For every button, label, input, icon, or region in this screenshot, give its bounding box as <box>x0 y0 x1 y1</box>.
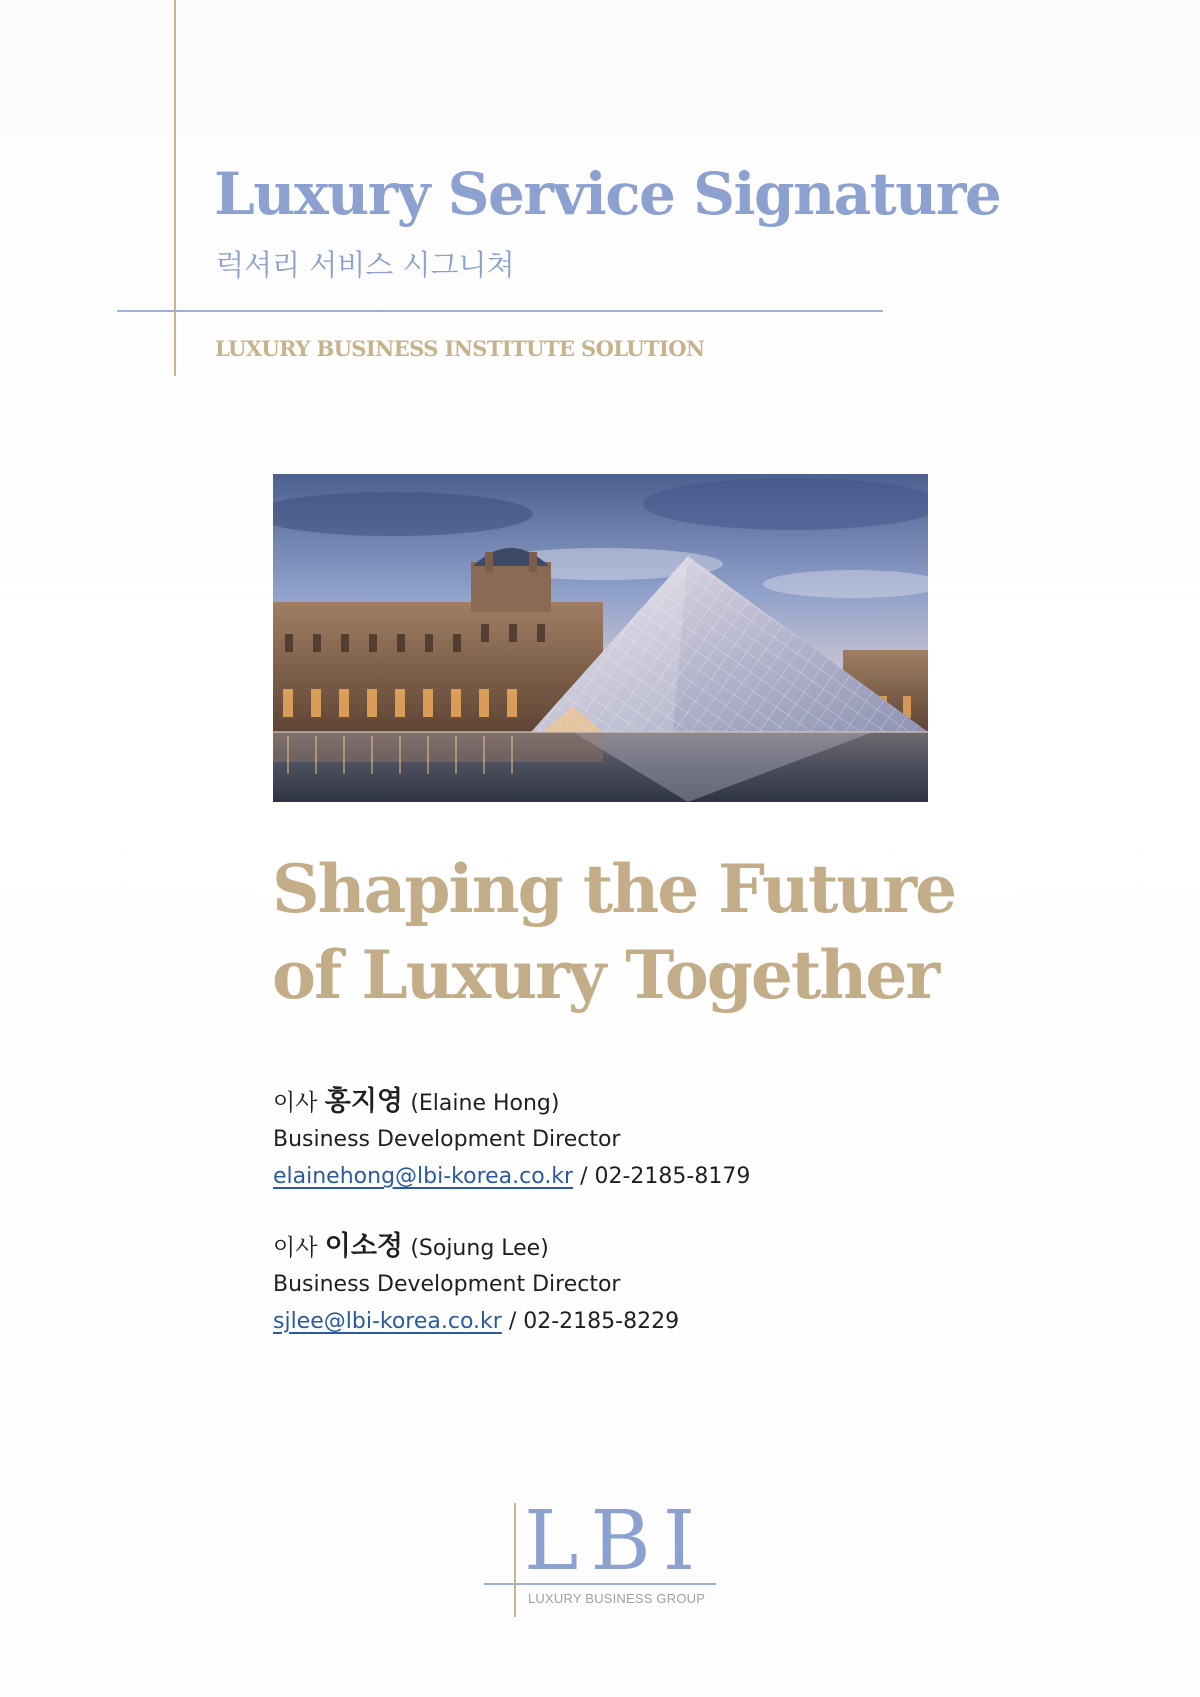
contact-role: Business Development Director <box>273 1127 621 1152</box>
contact-name-korean: 이소정 <box>324 1231 403 1262</box>
contact-role: Business Development Director <box>273 1272 621 1297</box>
document-subtitle-korean: 럭셔리 서비스 시그니쳐 <box>216 248 515 282</box>
contact-reach-line <box>273 1158 750 1196</box>
contact-email-link[interactable]: elainehong@lbi-korea.co.kr <box>273 1164 574 1189</box>
header-horizontal-rule <box>117 310 883 312</box>
contact-card-elaine-hong <box>273 1084 750 1196</box>
logo-wordmark: LBI <box>524 1494 708 1589</box>
contact-name-english: (Elaine Hong) <box>410 1091 560 1116</box>
contact-name-korean: 홍지영 <box>324 1086 403 1117</box>
contact-title-korean: 이사 <box>273 1235 318 1261</box>
contact-reach-line <box>273 1303 679 1341</box>
contact-card-sojung-lee <box>273 1229 679 1341</box>
contact-name-english: (Sojung Lee) <box>410 1236 549 1261</box>
contact-separator: / <box>501 1309 524 1334</box>
contact-name-line <box>273 1229 679 1267</box>
contact-title-korean: 이사 <box>273 1090 318 1116</box>
document-title: Luxury Service Signature <box>214 160 1001 228</box>
contact-email-link[interactable]: sjlee@lbi-korea.co.kr <box>273 1309 502 1334</box>
louvre-pyramid-photo <box>273 474 928 802</box>
headline-line-1: Shaping the Future <box>272 850 956 928</box>
contact-separator: / <box>573 1164 595 1189</box>
contact-phone: 02-2185-8229 <box>523 1309 680 1334</box>
institute-solution-label: LUXURY BUSINESS INSTITUTE SOLUTION <box>215 336 705 361</box>
logo-vertical-rule <box>514 1503 516 1617</box>
contact-phone: 02-2185-8179 <box>594 1164 751 1189</box>
headline <box>272 846 955 1018</box>
logo-tagline: LUXURY BUSINESS GROUP <box>528 1591 706 1606</box>
contact-name-line <box>273 1084 750 1122</box>
headline-line-2: of Luxury Together <box>272 936 939 1014</box>
lbi-logo <box>484 1494 720 1623</box>
header-vertical-rule <box>174 0 176 376</box>
